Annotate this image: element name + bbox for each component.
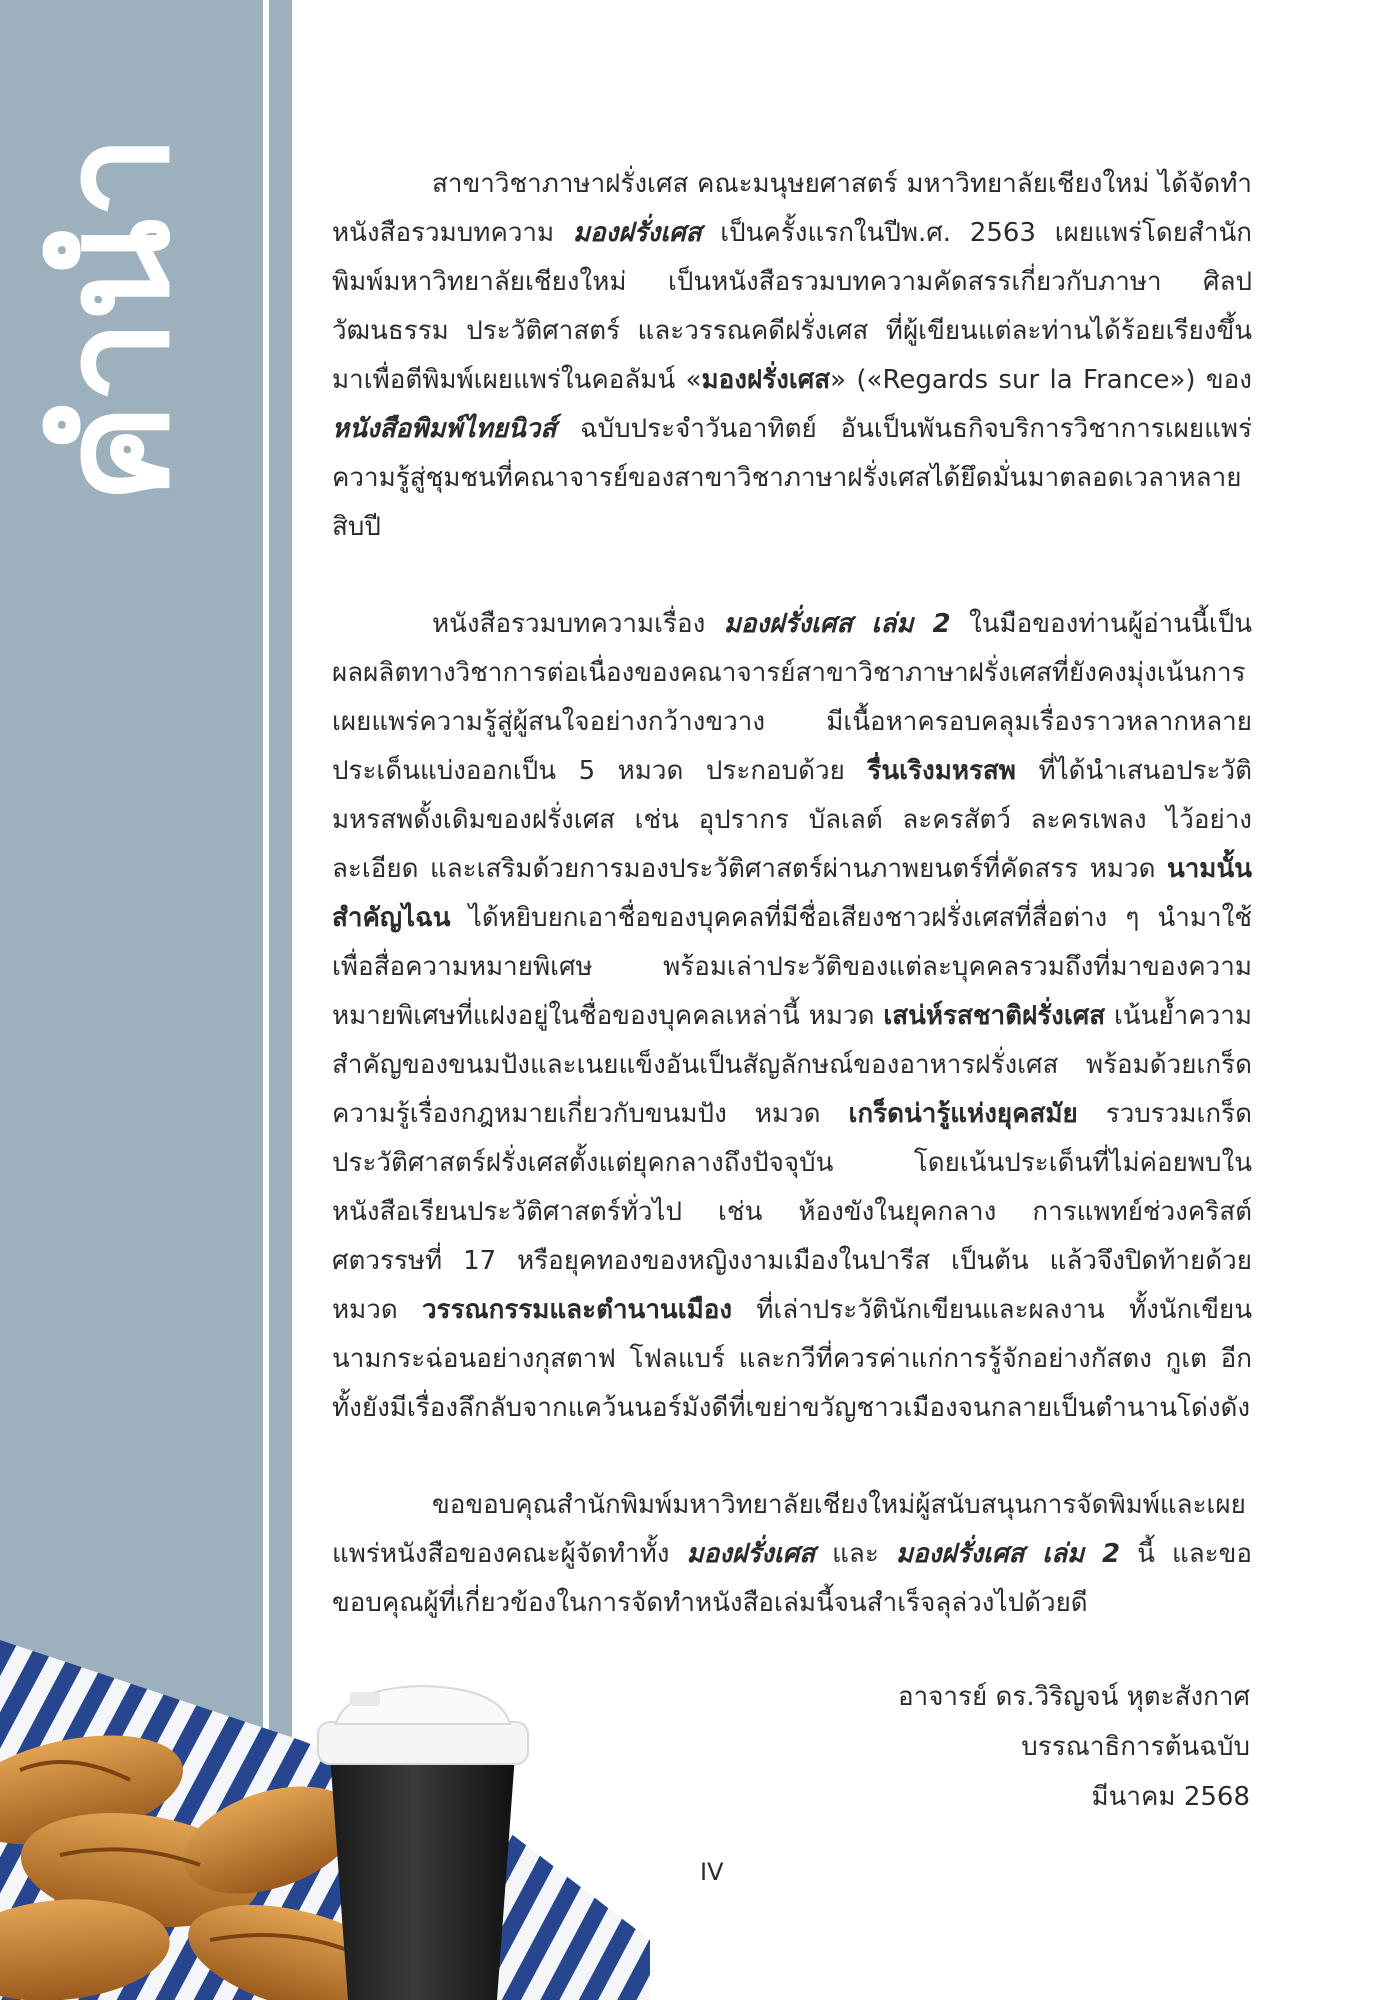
p3-seg-4: นี้ และขอขอบคุณผู้ที่เกี่ยวข้องในการจัดทำหนังสือเล่มนี้จนสำเร็จลุล่วงไปด้วยดี [332,1539,1252,1618]
croissant-coffee-photo [0,1640,650,2000]
paragraph-1 [332,160,1252,552]
p2-seg-3: รื่นเริงมหรสพ [867,756,1016,786]
p1-seg-2: เป็นครั้งแรกในปีพ.ศ. 2563 เผยแพร่โดยสำนักพิมพ์มหาวิทยาลัยเชียงใหม่ เป็นหนังสือรวมบทความคัดสรรเกี่ยวกับภาษา ศิลปวัฒนธรรม ประวัติศาสตร์ และวรรณคดีฝรั่งเศส ที่ผู้เขียนแต่ละท่านได้ร้อยเรียงขึ้นมาเพื่อตีพิมพ์เผยแพร่ในคอลัมน์ « [332,218,1252,395]
p1-seg-0: สาขาวิชาภาษาฝรั่งเศส คณะมนุษยศาสตร์ มหาวิทยาลัยเชียงใหม่ ได้จัดทำหนังสือรวมบทความ [332,169,1252,248]
p2-seg-5: นามนั้นสำคัญไฉน [332,854,1252,933]
signature-block [898,1672,1250,1822]
page-number: IV [700,1858,724,1886]
p2-seg-8: เน้นย้ำความสำคัญของขนมปังและเนยแข็งอันเป็นสัญลักษณ์ของอาหารฝรั่งเศส พร้อมด้วยเกร็ดความรู้เรื่องกฎหมายเกี่ยวกับขนมปัง หมวด [332,1001,1252,1129]
side-title-text: คำนำ [29,136,203,504]
p1-seg-1: มองฝรั่งเศส [572,218,702,248]
paragraph-3 [332,1481,1252,1628]
paragraph-2 [332,600,1252,1433]
p1-seg-4: » («Regards sur la France») ของ [830,365,1252,395]
p3-seg-1: มองฝรั่งเศส [686,1539,816,1569]
p2-seg-0: หนังสือรวมบทความเรื่อง [432,609,724,639]
p2-seg-4: ที่ได้นำเสนอประวัติมหรสพดั้งเดิมของฝรั่งเศส เช่น อุปรากร บัลเลต์ ละครสัตว์ ละครเพลง ไว้อย่างละเอียด และเสริมด้วยการมองประวัติศาสตร์ผ่านภาพยนตร์ที่คัดสรร หมวด [332,756,1252,884]
p3-seg-2: และ [815,1539,896,1569]
signature-name: อาจารย์ ดร.วิริญจน์ หุตะสังกาศ [897,1682,1250,1712]
p2-seg-10: รวบรวมเกร็ดประวัติศาสตร์ฝรั่งเศสตั้งแต่ยุคกลางถึงปัจจุบัน โดยเน้นประเด็นที่ไม่ค่อยพบในหนังสือเรียนประวัติศาสตร์ทั่วไป เช่น ห้องขังในยุคกลาง การแพทย์ช่วงคริสต์ศตวรรษที่ 17 หรือยุคทองของหญิงงามเมืองในปารีส เป็นต้น แล้วจึงปิดท้ายด้วยหมวด [332,1099,1252,1325]
p2-seg-2: ในมือของท่านผู้อ่านนี้เป็นผลผลิตทางวิชาการต่อเนื่องของคณาจารย์สาขาวิชาภาษาฝรั่งเศสที่ยังคงมุ่งเน้นการเผยแพร่ความรู้สู่ผู้สนใจอย่างกว้างขวาง มีเนื้อหาครอบคลุมเรื่องราวหลากหลายประเด็นแบ่งออกเป็น 5 หมวด ประกอบด้วย [332,609,1252,786]
p2-seg-7: เสน่ห์รสชาติฝรั่งเศส [883,1001,1106,1031]
p2-seg-12: ที่เล่าประวัตินักเขียนและผลงาน ทั้งนักเขียนนามกระฉ่อนอย่างกุสตาฟ โฟลแบร์ และกวีที่ควรค่าแก่การรู้จักอย่างกัสตง กูเต อีกทั้งยังมีเรื่องลึกลับจากแคว้นนอร์มังดีที่เขย่าขวัญชาวเมืองจนกลายเป็นตำนานโด่งดัง [332,1295,1252,1423]
p2-seg-11: วรรณกรรมและตำนานเมือง [421,1295,733,1325]
p3-seg-3: มองฝรั่งเศส เล่ม 2 [895,1539,1121,1569]
coffee-cup [318,1686,528,2000]
signature-date: มีนาคม 2568 [1091,1782,1250,1812]
p2-seg-1: มองฝรั่งเศส เล่ม 2 [723,609,951,639]
p3-seg-0: ขอขอบคุณสำนักพิมพ์มหาวิทยาลัยเชียงใหม่ผู้สนับสนุนการจัดพิมพ์และเผยแพร่หนังสือของคณะผู้จัดทำทั้ง [332,1490,1246,1569]
side-title [0,136,270,504]
p1-seg-6: ฉบับประจำวันอาทิตย์ อันเป็นพันธกิจบริการวิชาการเผยแพร่ความรู้สู่ชุมชนที่คณาจารย์ของสาขาวิชาภาษาฝรั่งเศสได้ยึดมั่นมาตลอดเวลาหลายสิบปี [332,414,1252,542]
p2-seg-6: ได้หยิบยกเอาชื่อของบุคคลที่มีชื่อเสียงชาวฝรั่งเศสที่สื่อต่าง ๆ นำมาใช้เพื่อสื่อความหมายพิเศษ พร้อมเล่าประวัติของแต่ละบุคคลรวมถึงที่มาของความหมายพิเศษที่แฝงอยู่ในชื่อของบุคคลเหล่านี้ หมวด [332,903,1252,1031]
main-content [332,160,1252,1628]
p1-seg-3: มองฝรั่งเศส [701,365,831,395]
signature-role: บรรณาธิการต้นฉบับ [1021,1732,1250,1762]
p2-seg-9: เกร็ดน่ารู้แห่งยุคสมัย [848,1099,1078,1129]
p1-seg-5: หนังสือพิมพ์ไทยนิวส์ [332,414,557,444]
